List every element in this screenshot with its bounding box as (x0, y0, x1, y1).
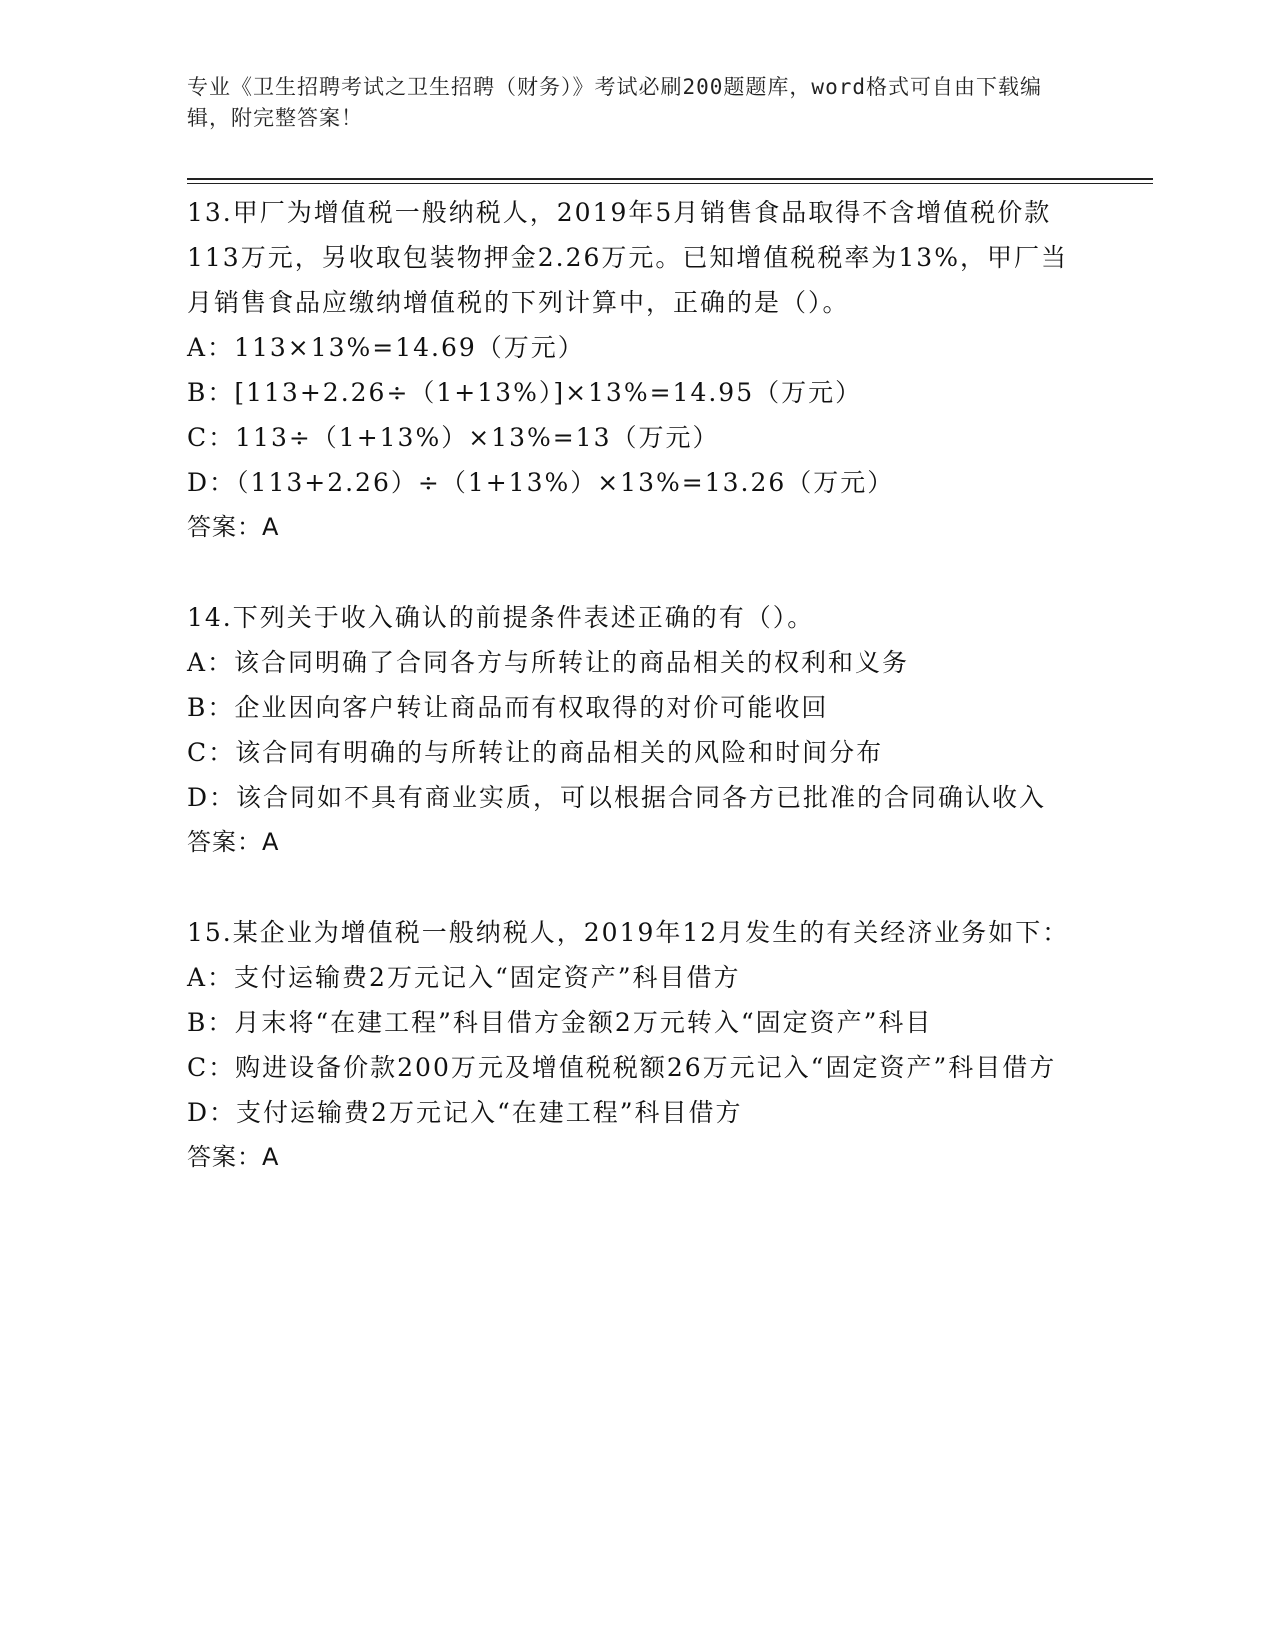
question-spacer (187, 865, 1087, 910)
question-list (187, 190, 1087, 1180)
answer-line: 答案：A (187, 1143, 280, 1171)
question-stem: 14.下列关于收入确认的前提条件表述正确的有（）。 (187, 603, 815, 632)
option-b: B：企业因向客户转让商品而有权取得的对价可能收回 (187, 693, 829, 722)
document-header (187, 72, 1067, 134)
question-13 (187, 190, 1087, 550)
option-a: A：113×13%=14.69（万元） (187, 333, 585, 362)
option-c: C：该合同有明确的与所转让的商品相关的风险和时间分布 (187, 738, 884, 767)
header-divider (187, 178, 1153, 184)
option-d: D：（113+2.26）÷（1+13%）×13%=13.26（万元） (187, 468, 895, 497)
option-a: A：支付运输费2万元记入“固定资产”科目借方 (187, 963, 741, 992)
header-title: 专业《卫生招聘考试之卫生招聘（财务）》考试必刷200题题库，word格式可自由下载编辑，附完整答案！ (187, 75, 1042, 130)
question-stem: 15.某企业为增值税一般纳税人，2019年12月发生的有关经济业务如下： (187, 918, 1070, 947)
question-15 (187, 910, 1087, 1180)
answer-line: 答案：A (187, 513, 280, 541)
option-b: B：[113+2.26÷（1+13%）]×13%=14.95（万元） (187, 378, 863, 407)
answer-line: 答案：A (187, 828, 280, 856)
question-14 (187, 595, 1087, 865)
option-c: C：113÷（1+13%）×13%=13（万元） (187, 423, 720, 452)
option-a: A：该合同明确了合同各方与所转让的商品相关的权利和义务 (187, 648, 910, 677)
option-c: C：购进设备价款200万元及增值税税额26万元记入“固定资产”科目借方 (187, 1053, 1057, 1082)
option-d: D：该合同如不具有商业实质，可以根据合同各方已批准的合同确认收入 (187, 783, 1047, 812)
question-spacer (187, 550, 1087, 595)
question-stem: 13.甲厂为增值税一般纳税人，2019年5月销售食品取得不含增值税价款113万元，另收取包装物押金2.26万元。已知增值税税率为13%，甲厂当月销售食品应缴纳增值税的下列计算中，正确的是（）。 (187, 198, 1068, 317)
option-b: B：月末将“在建工程”科目借方金额2万元转入“固定资产”科目 (187, 1008, 933, 1037)
option-d: D：支付运输费2万元记入“在建工程”科目借方 (187, 1098, 743, 1127)
